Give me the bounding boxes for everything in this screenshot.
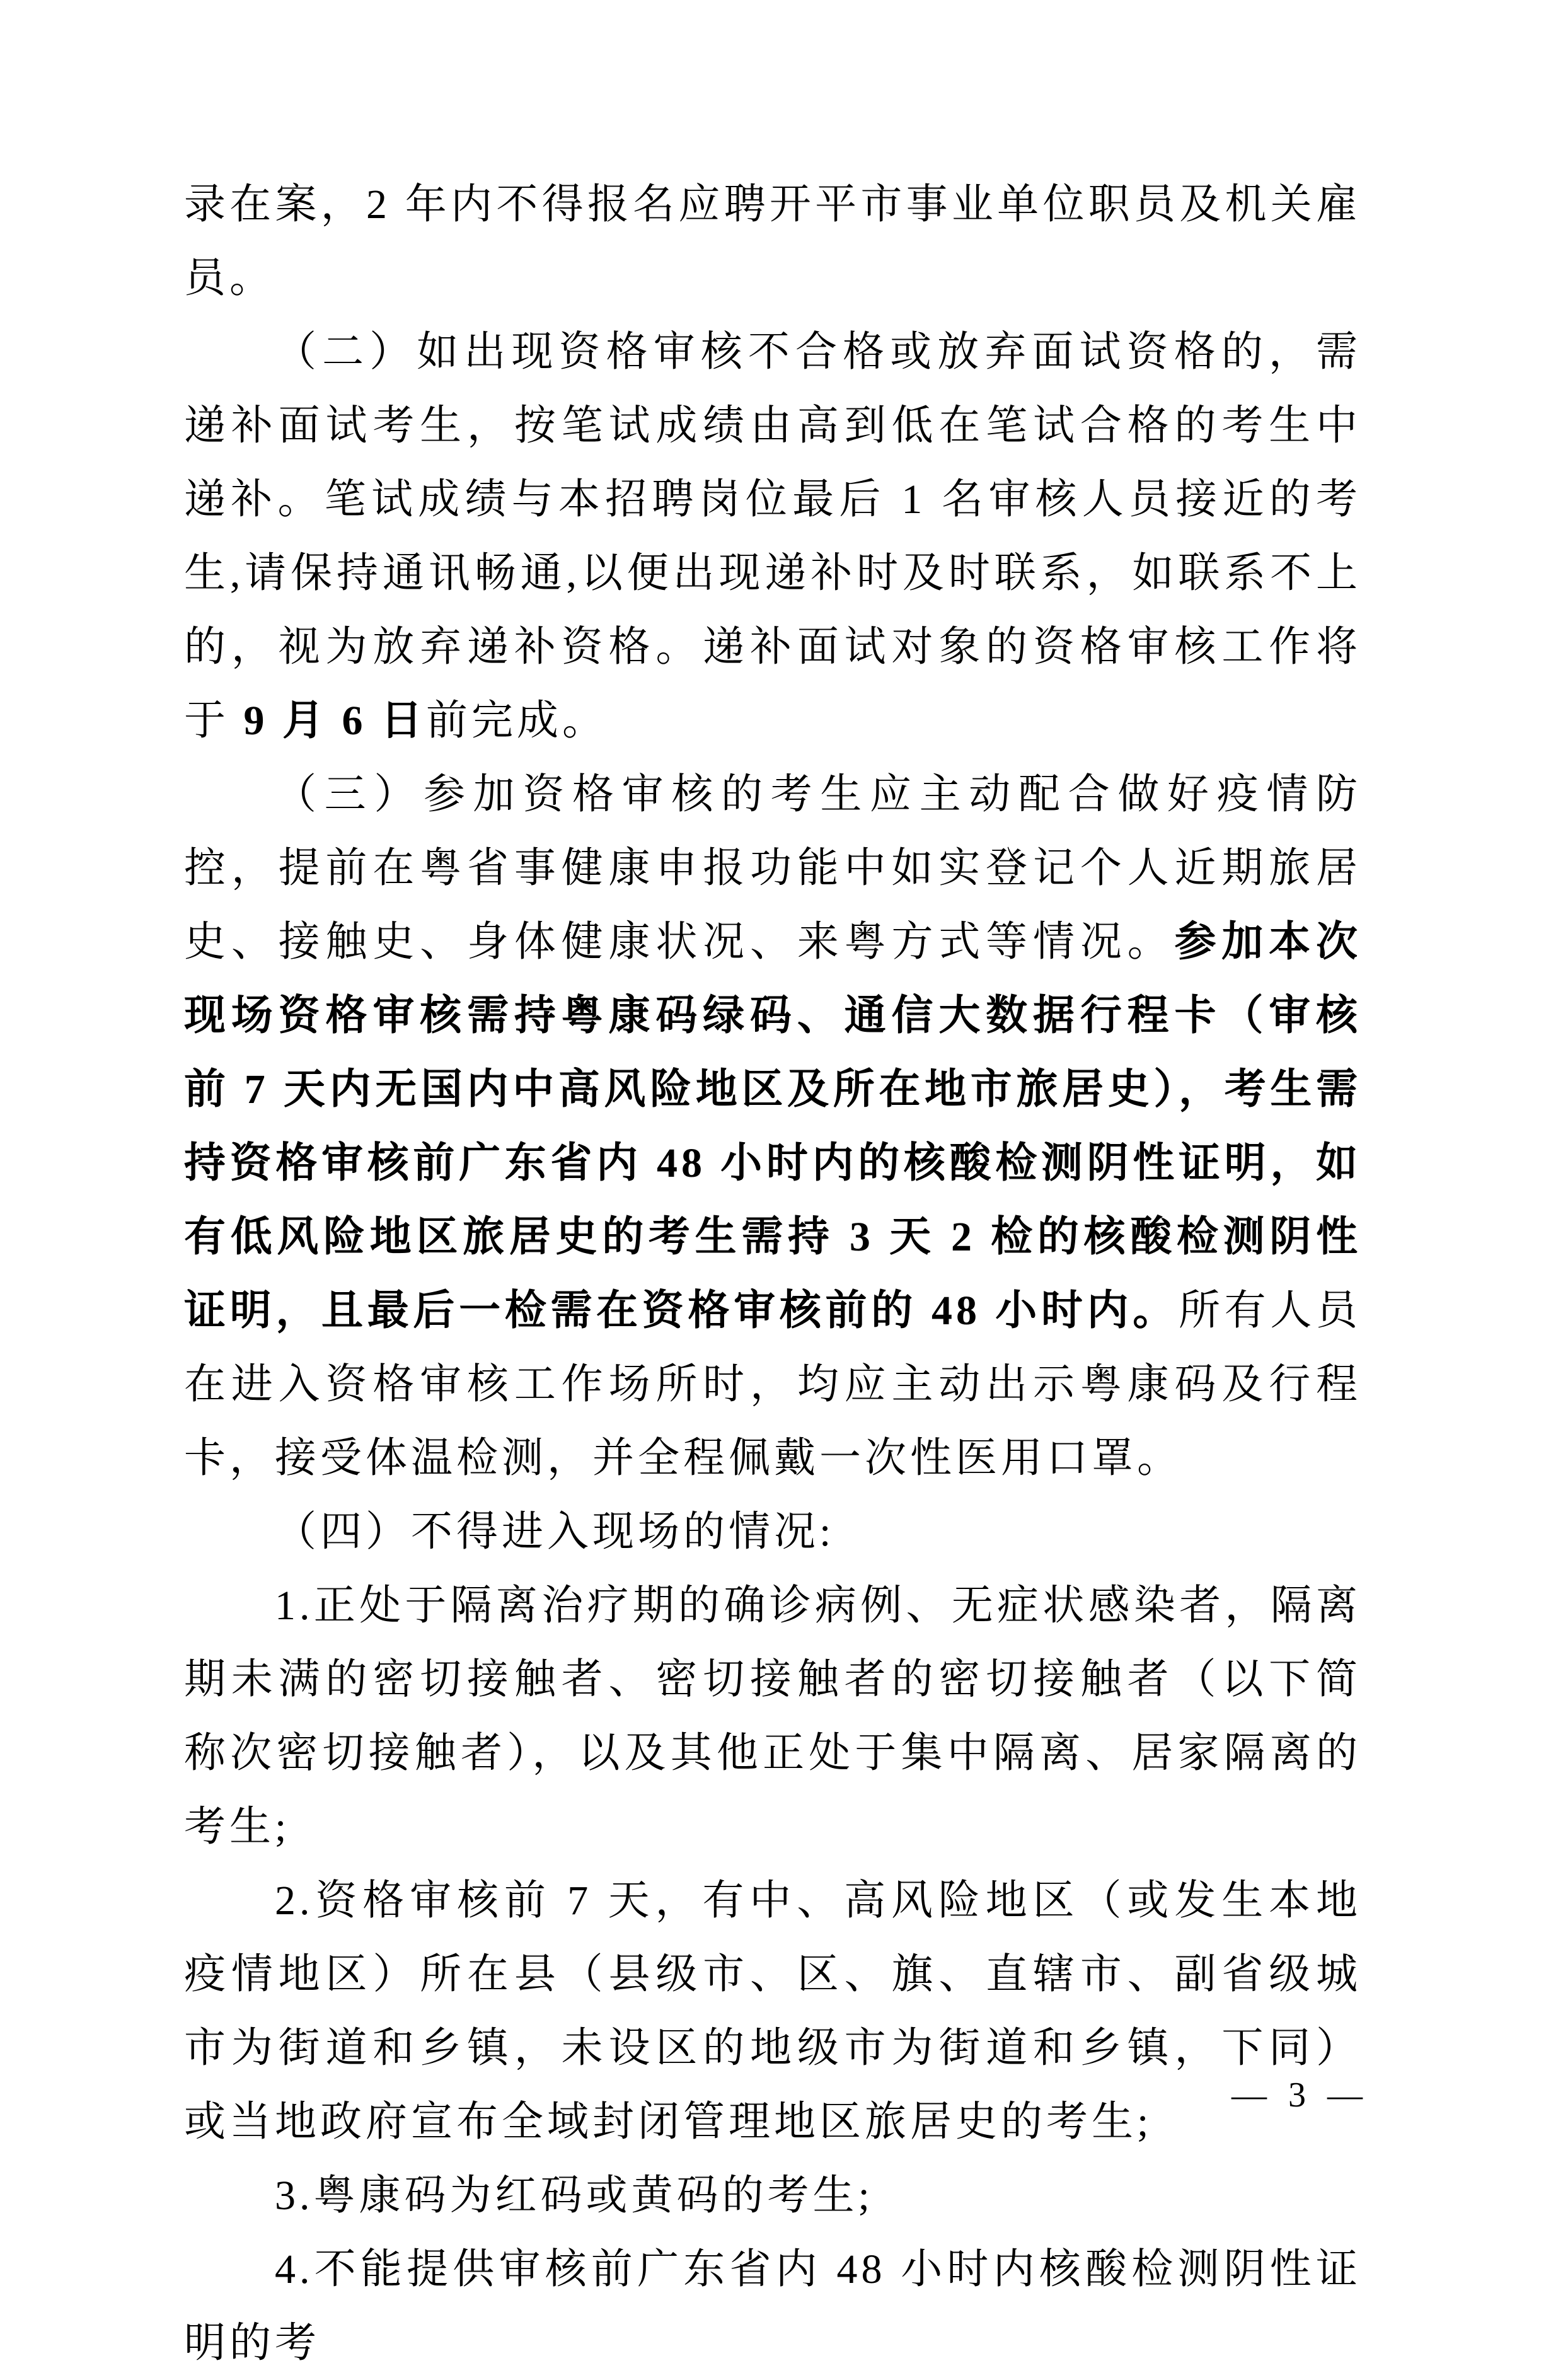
page-footer [1231,2075,1369,2115]
text-segment: 1.正处于隔离治疗期的确诊病例、无症状感染者，隔离期未满的密切接触者、密切接触者的密切接触者（以下简称次密切接触者），以及其他正处于集中隔离、居家隔离的考生; [184,1583,1361,1850]
paragraph [184,168,1361,315]
text-segment: （三）参加资格审核的考生应主动配合做好疫情防控，提前在粤省事健康申报功能中如实登记个人近期旅居史、接触史、身体健康状况、来粤方式等情况。 [184,771,1361,965]
paragraph [184,1864,1361,2159]
paragraph [184,758,1361,1495]
bold-text-segment: 9 月 6 日 [243,698,426,744]
text-segment: 所有人员在进入资格审核工作场所时，均应主动出示粤康码及行程卡，接受体温检测，并全程佩戴一次性医用口罩。 [184,1288,1362,1481]
paragraph [184,1569,1361,1864]
page-number: — 3 — [1231,2076,1369,2115]
text-segment: （四）不得进入现场的情况: [275,1509,835,1555]
text-segment: 3.粤康码为红码或黄码的考生; [275,2173,874,2219]
bold-text-segment: 参加本次现场资格审核需持粤康码绿码、通信大数据行程卡（审核前 7 天内无国内中高风险地区及所在地市旅居史），考生需持资格审核前广东省内 48 小时内的核酸检测阴性证明，如有低风险地区旅居史的考生需持 3 天 2 检的核酸检测阴性证明，且最后一检需在资格审核前的 48 小时内。 [184,919,1362,1334]
paragraph [184,2233,1361,2380]
text-segment: 4.不能提供审核前广东省内 48 小时内核酸检测阴性证明的考 [184,2246,1361,2366]
text-segment: 前完成。 [426,698,608,744]
paragraph [184,2159,1361,2233]
text-segment: 2.资格审核前 7 天，有中、高风险地区（或发生本地疫情地区）所在县（县级市、区、旗、直辖市、副省级城市为街道和乡镇，未设区的地级市为街道和乡镇，下同）或当地政府宣布全域封闭管理地区旅居史的考生; [184,1878,1361,2145]
text-segment: （二）如出现资格审核不合格或放弃面试资格的，需递补面试考生，按笔试成绩由高到低在笔试合格的考生中递补。笔试成绩与本招聘岗位最后 1 名审核人员接近的考生,请保持通讯畅通,以便出现递补时及时联系，如联系不上的，视为放弃递补资格。递补面试对象的资格审核工作将于 [184,329,1361,744]
paragraph [184,315,1361,758]
document-body [184,168,1361,2380]
paragraph [184,1495,1361,1569]
text-segment: 录在案，2 年内不得报名应聘开平市事业单位职员及机关雇员。 [184,182,1361,301]
